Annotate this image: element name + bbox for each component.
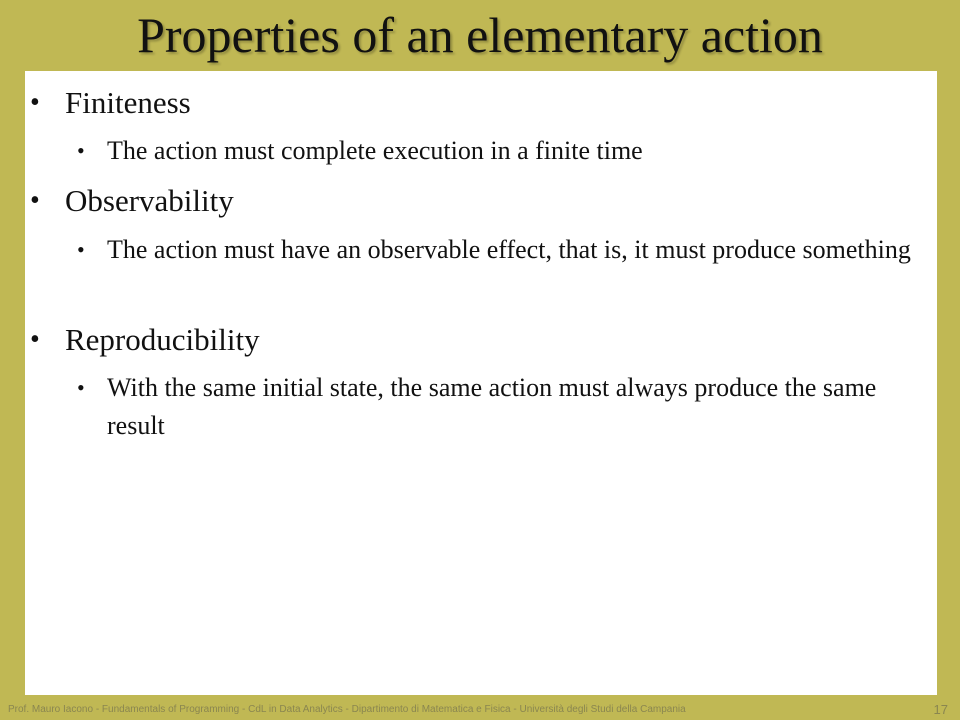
bullet-dot-icon: • <box>77 375 85 400</box>
bullet-label: Observability <box>65 183 234 218</box>
bullet-dot-icon: • <box>77 237 85 262</box>
bullet-label: Reproducibility <box>65 322 260 357</box>
sub-bullet-text: The action must complete execution in a finite time <box>107 136 643 165</box>
slide-title: Properties of an elementary action <box>137 7 823 63</box>
sub-bullet-text: The action must have an observable effect, that is, it must produce something <box>107 235 911 264</box>
bullet-dot-icon: • <box>30 87 40 118</box>
page-number: 17 <box>933 702 948 717</box>
bullet-label: Finiteness <box>65 85 191 120</box>
bullet-dot-icon: • <box>30 185 40 216</box>
sub-bullet-text: With the same initial state, the same action must always produce the same result <box>107 373 877 440</box>
bullet-dot-icon: • <box>30 324 40 355</box>
footer-credits: Prof. Mauro Iacono - Fundamentals of Programming - CdL in Data Analytics - Dipartimento di Matematica e Fisica - Università degli Studi della Campania <box>8 704 686 715</box>
bullet-dot-icon: • <box>77 138 85 163</box>
content-panel <box>25 71 937 695</box>
